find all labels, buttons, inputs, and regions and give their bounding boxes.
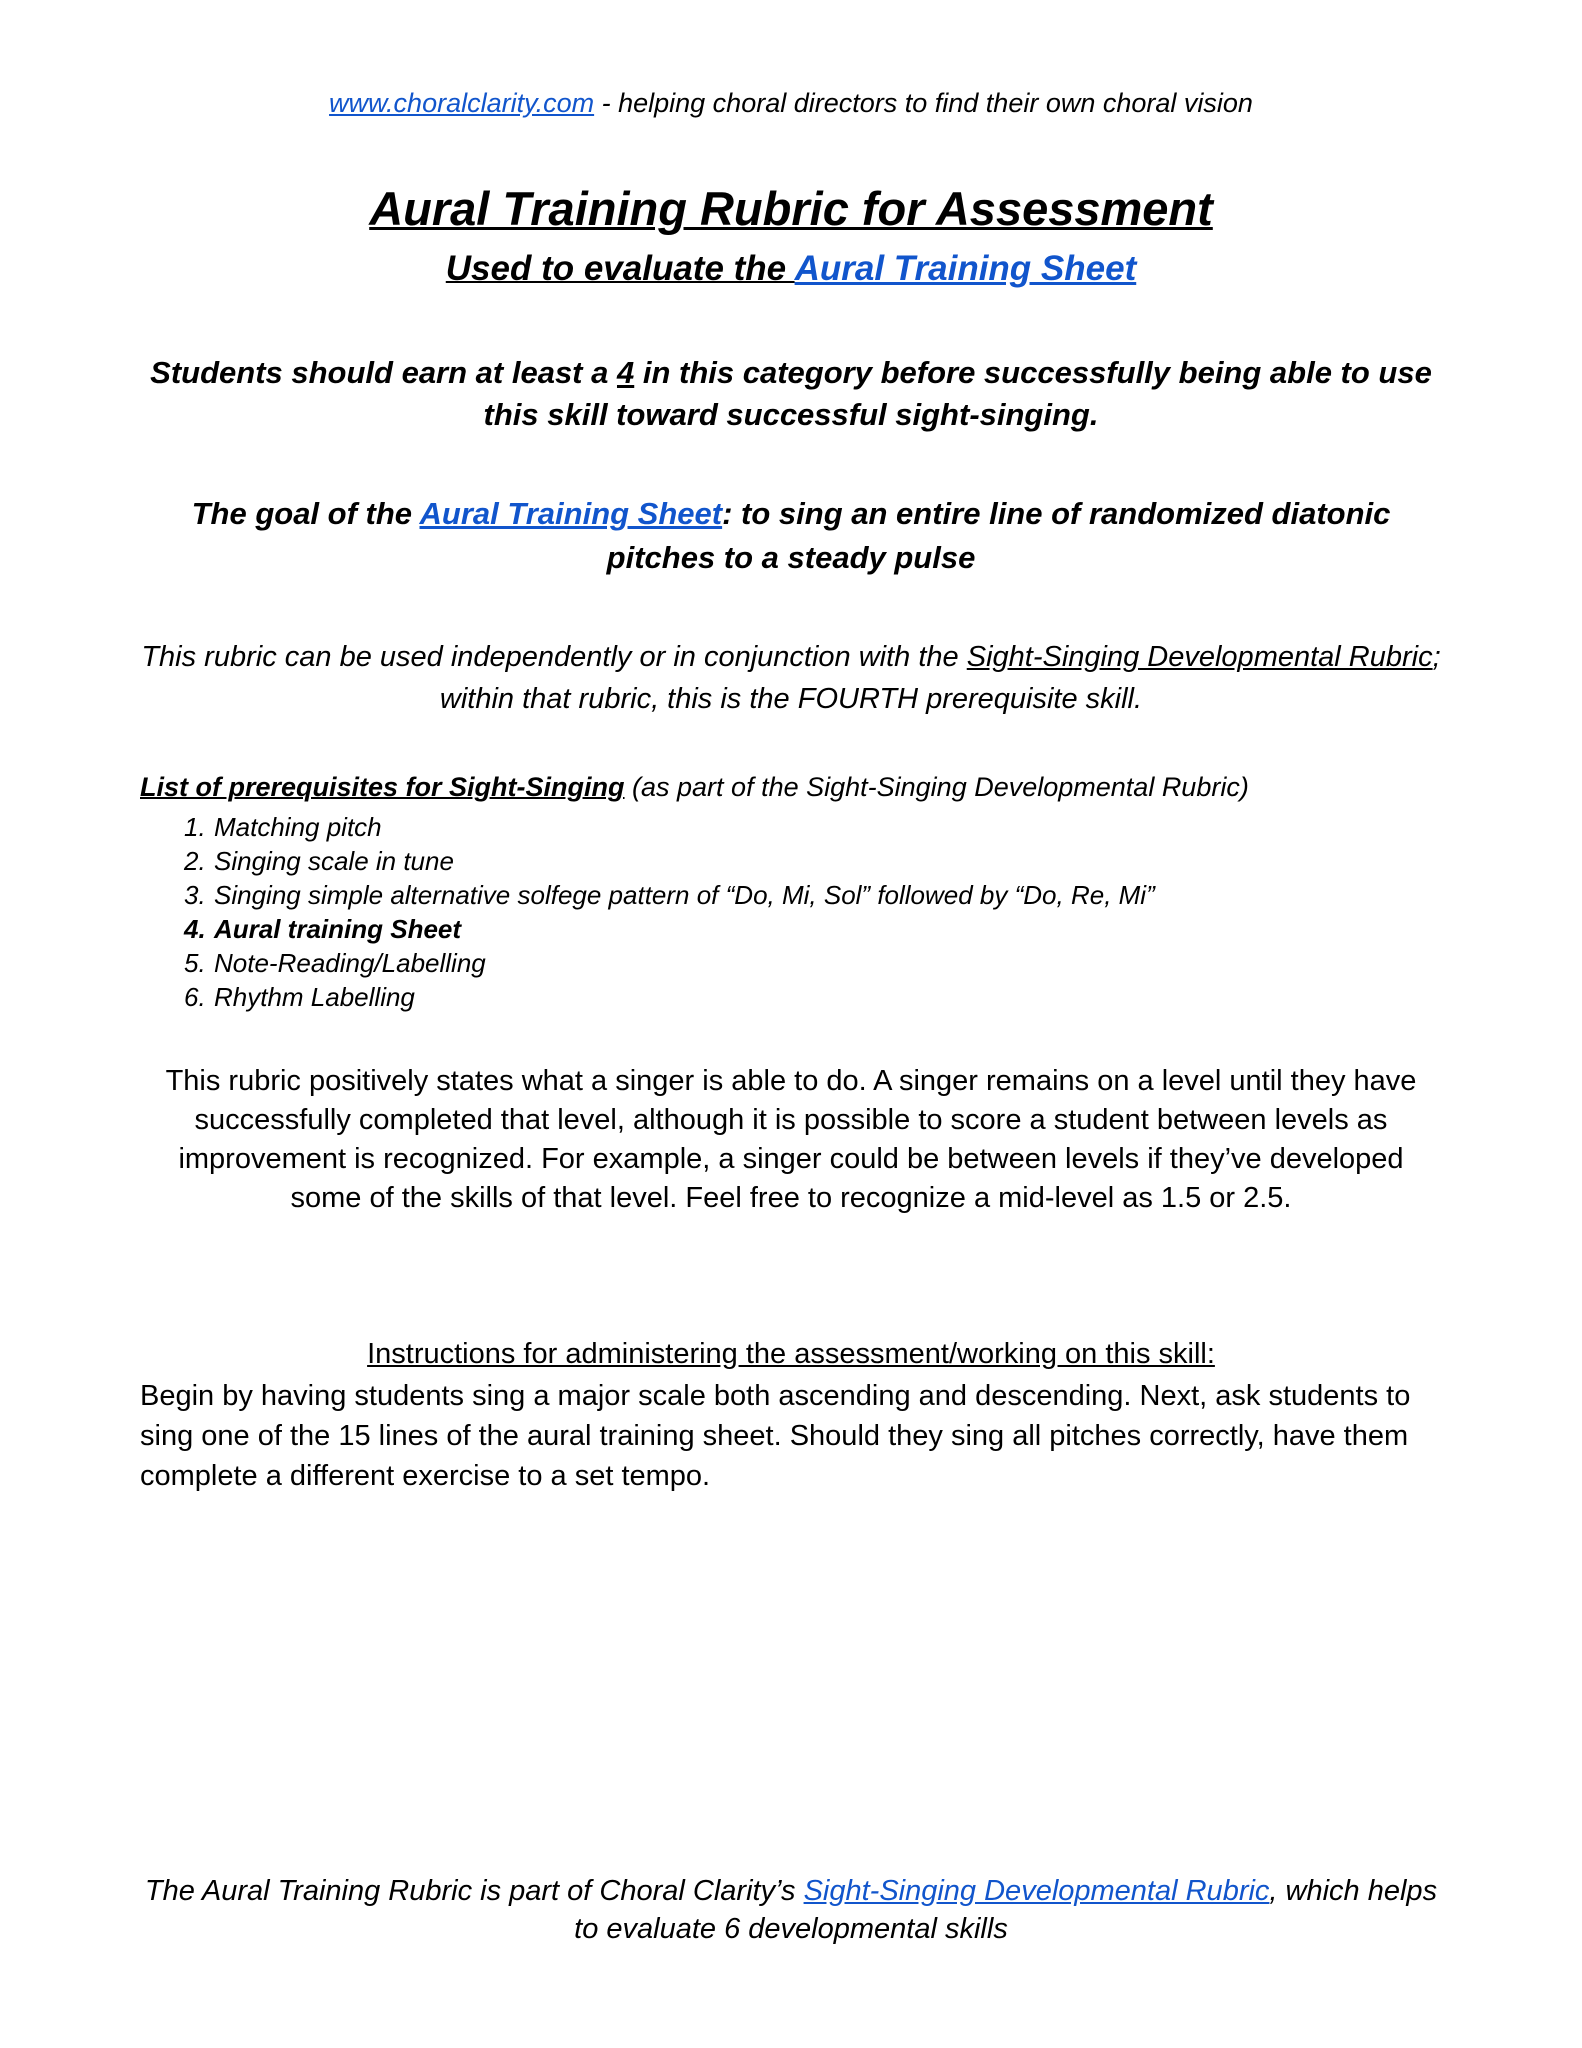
list-item-number: 6.	[184, 982, 206, 1012]
list-item	[140, 878, 1442, 912]
usage-underlined: Sight-Singing Developmental Rubric	[966, 641, 1433, 673]
doc-header	[140, 86, 1442, 120]
doc-footer	[140, 1872, 1442, 1948]
prerequisites-heading-rest: (as part of the Sight-Singing Developmental Rubric)	[624, 772, 1249, 802]
list-item-text: Rhythm Labelling	[214, 982, 415, 1012]
prerequisite-list	[140, 810, 1442, 1014]
list-item-text: Singing scale in tune	[214, 846, 454, 876]
requirement-pre: Students should earn at least a	[150, 355, 617, 390]
footer-post: , which helps to evaluate 6 developmental skills	[574, 1875, 1438, 1945]
list-item	[140, 810, 1442, 844]
goal-pre: The goal of the	[191, 496, 420, 531]
description-paragraph: This rubric positively states what a singer is able to do. A singer remains on a level until they have successfully completed that level, although it is possible to score a student between levels as improvement is recognized. For example, a singer could be between levels if they’ve developed some of the skills of that level. Feel free to recognize a mid-level as 1.5 or 2.5.	[165, 1065, 1417, 1214]
prerequisites-heading	[140, 770, 1442, 804]
list-item-text: Singing simple alternative solfege pattern of “Do, Mi, Sol” followed by “Do, Re, Mi”	[214, 880, 1155, 910]
instructions-heading: Instructions for administering the assessment/working on this skill:	[367, 1338, 1215, 1370]
usage-pre: This rubric can be used independently or in conjunction with the	[141, 641, 967, 673]
usage-paragraph	[140, 636, 1442, 720]
aural-training-sheet-link-2[interactable]: Aural Training Sheet	[419, 496, 723, 531]
requirement-paragraph	[140, 352, 1442, 436]
list-item-number: 4.	[184, 914, 206, 944]
sight-singing-rubric-link[interactable]: Sight-Singing Developmental Rubric	[803, 1875, 1270, 1907]
list-item	[140, 946, 1442, 980]
list-item-text: Note-Reading/Labelling	[214, 948, 486, 978]
list-item-text: Matching pitch	[214, 812, 382, 842]
list-item-text: Aural training Sheet	[214, 914, 462, 944]
instructions-body: Begin by having students sing a major scale both ascending and descending. Next, ask students to sing one of the 15 lines of the aural training sheet. Should they sing all pitches correctly, have them complete a different exercise to a set tempo.	[140, 1380, 1411, 1492]
prerequisites-heading-bold: List of prerequisites for Sight-Singing	[140, 772, 625, 802]
list-item-number: 5.	[184, 948, 206, 978]
page-title-text: Aural Training Rubric for Assessment	[369, 182, 1213, 235]
page-subtitle	[140, 246, 1442, 292]
aural-training-sheet-link[interactable]: Aural Training Sheet	[794, 249, 1137, 288]
doc-header-tagline: - helping choral directors to find their own choral vision	[594, 88, 1253, 118]
page-title	[140, 180, 1442, 238]
page-subtitle-prefix: Used to evaluate the	[445, 249, 795, 288]
list-item	[140, 912, 1442, 946]
requirement-score: 4	[616, 355, 635, 390]
list-item-number: 2.	[184, 846, 206, 876]
list-item-number: 1.	[184, 812, 206, 842]
goal-post: : to sing an entire line of randomized diatonic pitches to a steady pulse	[606, 496, 1391, 575]
list-item-number: 3.	[184, 880, 206, 910]
usage-post: ; within that rubric, this is the FOURTH prerequisite skill.	[439, 641, 1441, 715]
goal-paragraph	[140, 492, 1442, 580]
list-item	[140, 980, 1442, 1014]
list-item	[140, 844, 1442, 878]
requirement-post: in this category before successfully being able to use this skill toward successful sight-singing.	[483, 355, 1432, 432]
choralclarity-link[interactable]: www.choralclarity.com	[329, 88, 595, 118]
footer-pre: The Aural Training Rubric is part of Choral Clarity’s	[144, 1875, 804, 1907]
